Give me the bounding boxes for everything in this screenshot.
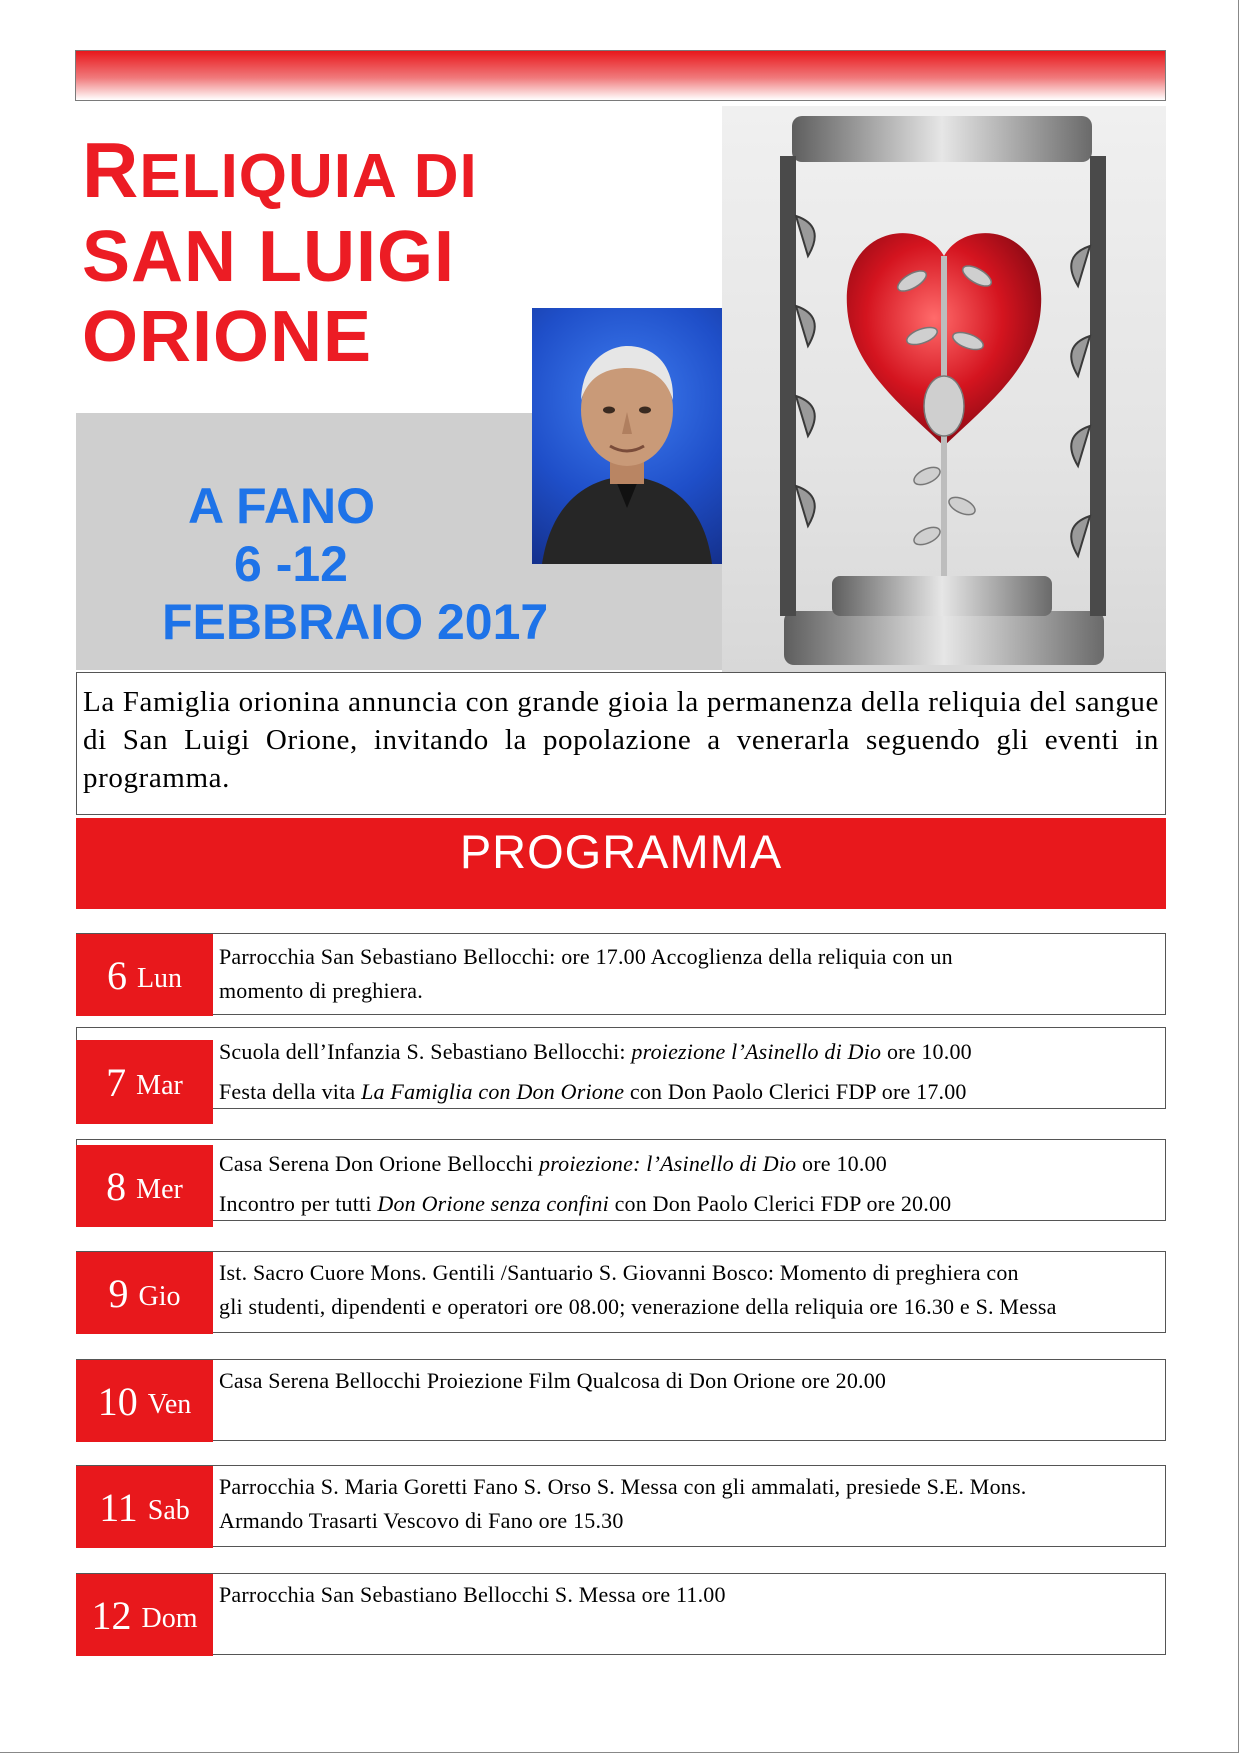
event-description: Parrocchia San Sebastiano Bellocchi S. Messa ore 11.00 bbox=[219, 1582, 726, 1607]
day-badge: 9 Gio bbox=[76, 1252, 213, 1334]
program-row-9 bbox=[76, 1251, 1166, 1333]
day-badge: 8 Mer bbox=[76, 1145, 213, 1227]
event-description: Casa Serena Don Orione Bellocchi proiezione: l’Asinello di Dio ore 10.00 Incontro per tutti Don Orione senza confini con Don Paolo Clerici FDP ore 20.00 bbox=[219, 1151, 952, 1216]
reliquary-illustration bbox=[722, 106, 1166, 672]
place-line: A FANO bbox=[188, 478, 376, 534]
top-gradient-band bbox=[75, 50, 1166, 101]
portrait-image bbox=[532, 308, 722, 564]
event-description: Parrocchia S. Maria Goretti Fano S. Orso S. Messa con gli ammalati, presiede S.E. Mons. Armando Trasarti Vescovo di Fano ore 15.30 bbox=[219, 1474, 1027, 1533]
program-row-7 bbox=[76, 1027, 1166, 1109]
program-row-8 bbox=[76, 1139, 1166, 1221]
month-year-line: FEBBRAIO 2017 bbox=[162, 594, 549, 650]
day-badge: 7 Mar bbox=[76, 1040, 213, 1124]
event-description: Parrocchia San Sebastiano Bellocchi: ore 17.00 Accoglienza della reliquia con un momento di preghiera. bbox=[219, 944, 953, 1003]
event-description: Ist. Sacro Cuore Mons. Gentili /Santuario S. Giovanni Bosco: Momento di preghiera con gli studenti, dipendenti e operatori ore 08.00; venerazione della reliquia ore 16.30 e S. Messa bbox=[219, 1260, 1057, 1319]
day-badge: 11 Sab bbox=[76, 1466, 213, 1548]
event-description: Casa Serena Bellocchi Proiezione Film Qualcosa di Don Orione ore 20.00 bbox=[219, 1368, 887, 1393]
event-description: Scuola dell’Infanzia S. Sebastiano Bellocchi: proiezione l’Asinello di Dio ore 10.00 Festa della vita La Famiglia con Don Orione con Don Paolo Clerici FDP ore 17.00 bbox=[219, 1039, 972, 1104]
title-line-3: ORIONE bbox=[82, 297, 373, 377]
date-range-line: 6 -12 bbox=[234, 536, 348, 592]
title-line-1: RELIQUIA DI bbox=[82, 126, 478, 214]
day-badge: 6 Lun bbox=[76, 934, 213, 1016]
reliquary-image bbox=[722, 106, 1166, 672]
program-row-12 bbox=[76, 1573, 1166, 1655]
program-row-10 bbox=[76, 1359, 1166, 1441]
program-row-6 bbox=[76, 933, 1166, 1015]
portrait-illustration bbox=[532, 308, 722, 564]
programma-header: PROGRAMMA bbox=[76, 818, 1166, 909]
program-row-11 bbox=[76, 1465, 1166, 1547]
title-line-2: SAN LUIGI bbox=[82, 217, 456, 297]
day-badge: 10 Ven bbox=[76, 1360, 213, 1442]
poster-title bbox=[82, 126, 478, 377]
intro-paragraph: La Famiglia orionina annuncia con grande gioia la permanenza della reliquia del sangue di San Luigi Orione, invitando la popolazione a venerarla seguendo gli eventi in programma. bbox=[76, 672, 1166, 815]
day-badge: 12 Dom bbox=[76, 1574, 213, 1656]
